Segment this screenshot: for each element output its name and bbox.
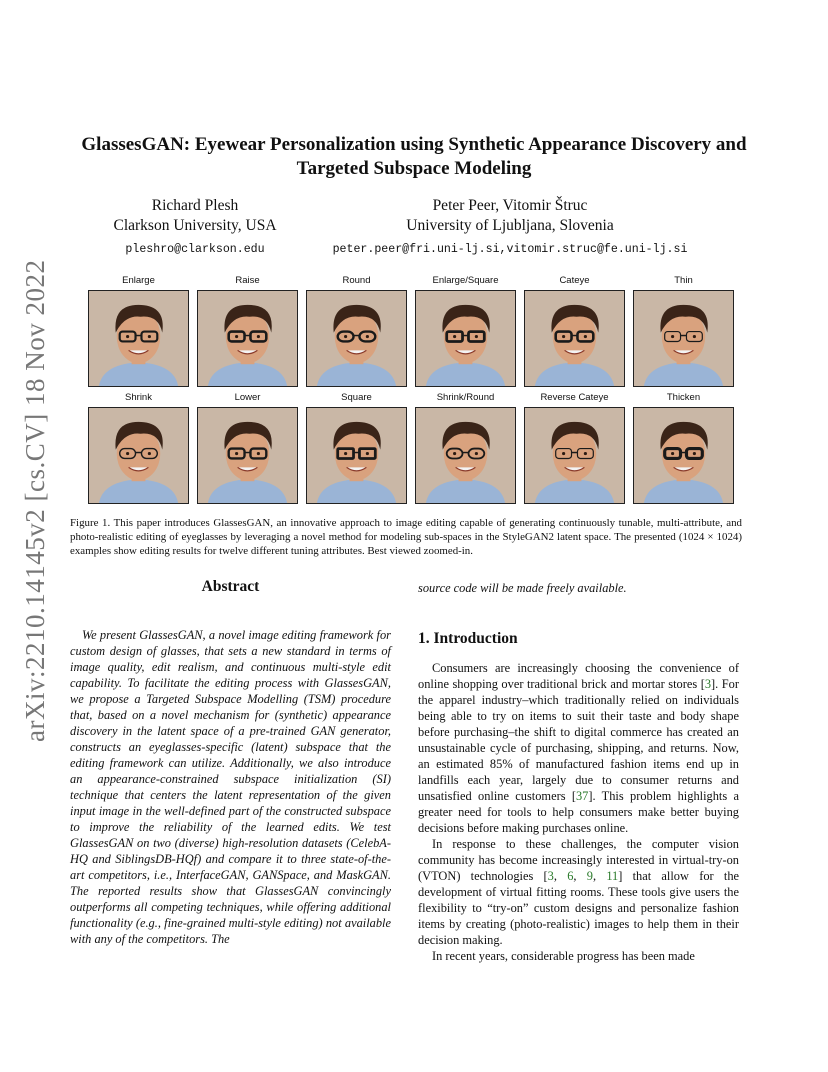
- edit-attribute-label: Shrink: [125, 392, 152, 403]
- figure-cell: [524, 391, 625, 504]
- section-heading-introduction: 1. Introduction: [418, 630, 518, 647]
- paragraph: [418, 948, 739, 964]
- edit-attribute-label: Enlarge: [122, 275, 155, 286]
- author-name: Richard Plesh: [151, 197, 239, 214]
- edit-attribute-label: Reverse Cateye: [540, 392, 609, 403]
- paper-title: GlassesGAN: Eyewear Personalization using Synthetic Appearance Discovery and Targeted Subspace Modeling: [81, 134, 747, 179]
- citation-link[interactable]: 11: [606, 869, 619, 883]
- portrait-image: [197, 407, 298, 504]
- author-email[interactable]: peter.peer@fri.uni-lj.si,vitomir.struc@fe.uni-lj.si: [332, 243, 688, 256]
- paragraph: [418, 836, 739, 948]
- figure-cell: [197, 391, 298, 504]
- text-run: ] that allow for the development of virtual fitting rooms. These tools give users the flexibility to “try-on” custom designs and personalize fashion items by creating (photo-realistic) images to help them in their decision making.: [418, 869, 740, 947]
- introduction-body: [418, 660, 739, 964]
- text-run: ]. For the apparel industry–which traditionally relied on individuals being able to try on items to suit their taste and body shape before purchasing–the shift to digital commerce has created an unsustainable cycle of purchasing, shipping, and returns. Now, an estimated 85% of manufactured fashion items end up in landfills each year, largely due to consumer returns and unsatisfied online customers [: [418, 677, 739, 803]
- text-run: Consumers are increasingly choosing the convenience of online shopping over traditional brick and mortar stores [: [418, 661, 739, 691]
- edit-attribute-label: Square: [341, 392, 372, 403]
- figure-cell: [524, 274, 625, 387]
- edit-attribute-label: Lower: [234, 392, 261, 403]
- portrait-image: [524, 407, 625, 504]
- citation-link[interactable]: 3: [547, 869, 554, 883]
- figure-row-2: [88, 391, 734, 504]
- citation-link[interactable]: 37: [575, 789, 589, 803]
- arxiv-stamp[interactable]: arXiv:2210.14145v2 [cs.CV] 18 Nov 2022: [20, 259, 50, 742]
- portrait-image: [306, 290, 407, 387]
- portrait-image: [88, 290, 189, 387]
- author-block-1: [100, 196, 290, 260]
- figure-cell: [197, 274, 298, 387]
- figure-cell: [633, 391, 734, 504]
- abstract-heading: Abstract: [201, 578, 260, 595]
- author-email[interactable]: pleshro@clarkson.edu: [125, 243, 265, 256]
- portrait-image: [633, 407, 734, 504]
- figure-cell: [415, 274, 516, 387]
- figure-row-1: [88, 274, 734, 387]
- edit-attribute-label: Round: [342, 275, 371, 286]
- author-name: Peter Peer, Vitomir Štruc: [432, 197, 588, 214]
- portrait-image: [524, 290, 625, 387]
- abstract-text: We present GlassesGAN, a novel image editing framework for custom design of glasses, that sets a new standard in terms of image quality, edit realism, and continuous multi-style edit capability. To facilitate the editing process with GlassesGAN, we propose a Targeted Subspace Modelling (TSM) procedure that, based on a novel mechanism for (synthetic) appearance discovery in the latent space of a pre-trained GAN generator, constructs an eyeglasses-specific (latent) subspace that the editing framework can utilize. Additionally, we also introduce an appearance-constrained subspace initialization (SI) technique that centers the latent representation of the given input image in the well-defined part of the constructed subspace to improve the reliability of the learned edits. We test GlassesGAN on two (diverse) high-resolution datasets (CelebA-HQ and SiblingsDB-HQf) and compare it to three state-of-the-art competitors, i.e., InterfaceGAN, GANSpace, and MaskGAN. The reported results show that GlassesGAN convincingly outperforms all competing techniques, while offering additional functionality (e.g., fine-grained multi-style editing) not available with any of the competitors. The: [70, 628, 391, 946]
- portrait-image: [415, 290, 516, 387]
- citation-link[interactable]: 6: [567, 869, 574, 883]
- edit-attribute-label: Raise: [235, 275, 260, 286]
- text-run: In recent years, considerable progress has been made: [432, 949, 695, 963]
- figure-1-grid: [88, 274, 734, 504]
- edit-attribute-label: Thin: [674, 275, 693, 286]
- author-affiliation: Clarkson University, USA: [113, 217, 277, 234]
- portrait-image: [633, 290, 734, 387]
- text-run: ]. This problem highlights a greater need for tools to help consumers make better buying decisions before making purchases online.: [418, 789, 739, 835]
- text-run: ,: [553, 869, 568, 883]
- edit-attribute-label: Shrink/Round: [436, 392, 495, 403]
- figure-cell: [88, 274, 189, 387]
- figure-cell: [415, 391, 516, 504]
- portrait-image: [415, 407, 516, 504]
- text-run: ,: [573, 869, 587, 883]
- text-run: In response to these challenges, the computer vision community has become increasingly interested in virtual-try-on (VTON) technologies [: [418, 837, 739, 883]
- citation-link[interactable]: 3: [704, 677, 712, 691]
- portrait-image: [88, 407, 189, 504]
- edit-attribute-label: Cateye: [559, 275, 590, 286]
- portrait-image: [197, 290, 298, 387]
- figure-cell: [306, 391, 407, 504]
- edit-attribute-label: Thicken: [666, 392, 701, 403]
- author-block-2: [305, 196, 715, 260]
- figure-caption: Figure 1. This paper introduces GlassesGAN, an innovative approach to image editing capable of generating continuously tunable, multi-attribute, and photo-realistic editing of eyeglasses by leveraging a novel method for modeling sub-spaces in the StyleGAN2 latent space. The presented (1024 × 1024) examples show editing results for twelve different tuning attributes. Best viewed zoomed-in.: [70, 517, 742, 557]
- figure-cell: [633, 274, 734, 387]
- edit-attribute-label: Enlarge/Square: [432, 275, 499, 286]
- citation-link[interactable]: 9: [586, 869, 593, 883]
- text-run: ,: [592, 869, 607, 883]
- abstract-continued: source code will be made freely available.: [418, 581, 627, 595]
- paragraph: [418, 660, 739, 836]
- figure-cell: [88, 391, 189, 504]
- author-affiliation: University of Ljubljana, Slovenia: [406, 217, 614, 234]
- figure-cell: [306, 274, 407, 387]
- portrait-image: [306, 407, 407, 504]
